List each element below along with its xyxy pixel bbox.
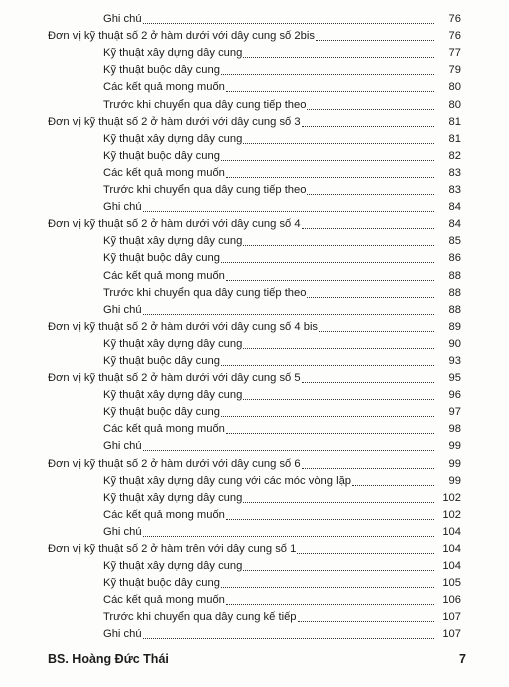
toc-entry-page-number: 76	[448, 30, 461, 43]
toc-subsection-entry	[0, 248, 509, 265]
toc-entry-title: Kỹ thuật xây dựng dây cung	[103, 132, 243, 145]
toc-entry-title: Kỹ thuật xây dựng dây cung	[103, 491, 243, 504]
toc-subsection-entry	[0, 60, 509, 77]
dot-leader	[302, 381, 434, 383]
toc-subsection-entry	[0, 505, 509, 522]
toc-entry-title: Các kết quả mong muốn	[103, 594, 225, 607]
dot-leader	[221, 261, 434, 263]
toc-subsection-entry	[0, 197, 509, 214]
toc-subsection-entry	[0, 94, 509, 111]
toc-section-entry	[0, 112, 509, 129]
toc-entry-title: Kỹ thuật xây dựng dây cung	[103, 235, 243, 248]
toc-entry-title: Kỹ thuật xây dựng dây cung	[103, 337, 243, 350]
dot-leader	[307, 193, 434, 195]
dot-leader	[143, 210, 434, 212]
toc-entry-page-number: 84	[448, 218, 461, 231]
dot-leader	[307, 296, 434, 298]
toc-subsection-entry	[0, 231, 509, 248]
toc-entry-page-number: 77	[448, 47, 461, 60]
toc-entry-page-number: 88	[448, 303, 461, 316]
toc-entry-title: Ghi chú	[103, 525, 142, 538]
toc-entry-title: Kỹ thuật buộc dây cung	[103, 252, 220, 265]
toc-entry-title: Trước khi chuyển qua dây cung kế tiếp	[103, 611, 297, 624]
toc-entry-page-number: 98	[448, 423, 461, 436]
toc-subsection-entry	[0, 590, 509, 607]
toc-entry-page-number: 83	[448, 166, 461, 179]
toc-entry-page-number: 83	[448, 184, 461, 197]
toc-entry-page-number: 88	[448, 286, 461, 299]
dot-leader	[226, 279, 434, 281]
toc-entry-page-number: 99	[448, 474, 461, 487]
toc-subsection-entry	[0, 163, 509, 180]
dot-leader	[297, 552, 434, 554]
toc-subsection-entry	[0, 624, 509, 641]
toc-entry-page-number: 81	[448, 132, 461, 145]
toc-entry-title: Đơn vị kỹ thuật số 2 ở hàm dưới với dây cung số 2bis	[48, 30, 315, 43]
dot-leader	[143, 449, 434, 451]
dot-leader	[298, 620, 434, 622]
footer-page-number: 7	[459, 652, 466, 666]
dot-leader	[243, 244, 434, 246]
toc-subsection-entry	[0, 419, 509, 436]
dot-leader	[143, 535, 434, 537]
toc-section-entry	[0, 26, 509, 43]
toc-subsection-entry	[0, 129, 509, 146]
toc-entry-page-number: 107	[442, 611, 461, 624]
toc-entry-title: Ghi chú	[103, 628, 142, 641]
toc-subsection-entry	[0, 351, 509, 368]
toc-entry-page-number: 97	[448, 406, 461, 419]
toc-entry-page-number: 84	[448, 201, 461, 214]
toc-entry-page-number: 81	[448, 115, 461, 128]
toc-entry-title: Ghi chú	[103, 201, 142, 214]
toc-subsection-entry	[0, 402, 509, 419]
toc-entry-page-number: 104	[442, 525, 461, 538]
toc-entry-title: Kỹ thuật buộc dây cung	[103, 354, 220, 367]
toc-subsection-entry	[0, 385, 509, 402]
dot-leader	[221, 586, 434, 588]
dot-leader	[302, 227, 434, 229]
toc-subsection-entry	[0, 573, 509, 590]
page-footer	[0, 648, 509, 672]
toc-entry-page-number: 82	[448, 149, 461, 162]
toc-entry-page-number: 99	[448, 440, 461, 453]
dot-leader	[243, 347, 434, 349]
toc-subsection-entry	[0, 300, 509, 317]
toc-entry-title: Đơn vị kỹ thuật số 2 ở hàm dưới với dây cung số 6	[48, 457, 301, 470]
dot-leader	[243, 501, 434, 503]
toc-entry-title: Kỹ thuật buộc dây cung	[103, 64, 220, 77]
toc-entry-title: Các kết quả mong muốn	[103, 508, 225, 521]
toc-entry-page-number: 106	[442, 594, 461, 607]
toc-entry-page-number: 104	[442, 560, 461, 573]
toc-section-entry	[0, 214, 509, 231]
footer-author: BS. Hoàng Đức Thái	[48, 652, 169, 666]
dot-leader	[143, 22, 434, 24]
dot-leader	[243, 56, 434, 58]
dot-leader	[243, 142, 434, 144]
toc-entry-page-number: 89	[448, 320, 461, 333]
toc-entry-title: Đơn vị kỹ thuật số 2 ở hàm dưới với dây cung số 3	[48, 115, 301, 128]
table-of-contents	[0, 9, 509, 641]
dot-leader	[243, 569, 434, 571]
dot-leader	[221, 73, 434, 75]
toc-entry-title: Ghi chú	[103, 440, 142, 453]
toc-entry-page-number: 93	[448, 354, 461, 367]
toc-entry-page-number: 96	[448, 389, 461, 402]
toc-entry-title: Trước khi chuyển qua dây cung tiếp theo	[103, 286, 307, 299]
toc-entry-page-number: 86	[448, 252, 461, 265]
toc-entry-title: Các kết quả mong muốn	[103, 423, 225, 436]
dot-leader	[243, 398, 434, 400]
dot-leader	[302, 125, 434, 127]
toc-entry-page-number: 104	[442, 543, 461, 555]
toc-subsection-entry	[0, 43, 509, 60]
toc-entry-title: Kỹ thuật xây dựng dây cung với các móc vòng lặp	[103, 474, 352, 487]
toc-entry-title: Đơn vị kỹ thuật số 2 ở hàm dưới với dây cung số 4 bis	[48, 320, 319, 333]
toc-entry-title: Kỹ thuật xây dựng dây cung	[103, 389, 243, 402]
toc-entry-title: Đơn vị kỹ thuật số 2 ở hàm trên với dây cung số 1	[48, 543, 297, 555]
toc-entry-title: Kỹ thuật buộc dây cung	[103, 577, 220, 590]
toc-entry-page-number: 102	[442, 508, 461, 521]
toc-entry-page-number: 88	[448, 269, 461, 282]
dot-leader	[221, 364, 434, 366]
dot-leader	[221, 415, 434, 417]
toc-entry-title: Đơn vị kỹ thuật số 2 ở hàm dưới với dây cung số 5	[48, 372, 301, 385]
toc-entry-title: Kỹ thuật buộc dây cung	[103, 406, 220, 419]
toc-section-entry	[0, 453, 509, 470]
toc-subsection-entry	[0, 607, 509, 624]
toc-subsection-entry	[0, 283, 509, 300]
toc-subsection-entry	[0, 556, 509, 573]
toc-entry-page-number: 95	[448, 372, 461, 385]
toc-subsection-entry	[0, 77, 509, 94]
toc-entry-page-number: 102	[442, 491, 461, 504]
toc-section-entry	[0, 368, 509, 385]
toc-entry-title: Kỹ thuật xây dựng dây cung	[103, 560, 243, 573]
toc-entry-page-number: 105	[442, 577, 461, 590]
dot-leader	[302, 467, 434, 469]
toc-entry-page-number: 79	[448, 64, 461, 77]
dot-leader	[226, 603, 434, 605]
toc-subsection-entry	[0, 146, 509, 163]
toc-subsection-entry	[0, 334, 509, 351]
toc-entry-title: Ghi chú	[103, 13, 142, 26]
toc-subsection-entry	[0, 522, 509, 539]
toc-entry-title: Các kết quả mong muốn	[103, 269, 225, 282]
toc-subsection-entry	[0, 471, 509, 488]
dot-leader	[316, 39, 434, 41]
toc-entry-title: Kỹ thuật xây dựng dây cung	[103, 47, 243, 60]
toc-entry-title: Các kết quả mong muốn	[103, 81, 225, 94]
toc-subsection-entry	[0, 180, 509, 197]
toc-entry-title: Đơn vị kỹ thuật số 2 ở hàm dưới với dây cung số 4	[48, 218, 301, 231]
toc-section-entry	[0, 539, 509, 556]
dot-leader	[226, 432, 434, 434]
dot-leader	[221, 159, 434, 161]
dot-leader	[307, 108, 434, 110]
toc-entry-page-number: 85	[448, 235, 461, 248]
toc-entry-title: Trước khi chuyển qua dây cung tiếp theo	[103, 184, 307, 197]
toc-subsection-entry	[0, 436, 509, 453]
toc-entry-page-number: 107	[442, 628, 461, 641]
toc-subsection-entry	[0, 265, 509, 282]
toc-subsection-entry	[0, 9, 509, 26]
dot-leader	[226, 90, 434, 92]
dot-leader	[143, 637, 434, 639]
toc-entry-page-number: 80	[448, 98, 461, 111]
toc-entry-page-number: 80	[448, 81, 461, 94]
toc-entry-title: Ghi chú	[103, 303, 142, 316]
toc-entry-title: Trước khi chuyển qua dây cung tiếp theo	[103, 98, 307, 111]
dot-leader	[143, 313, 434, 315]
toc-section-entry	[0, 317, 509, 334]
dot-leader	[226, 518, 434, 520]
dot-leader	[352, 484, 434, 486]
toc-entry-page-number: 90	[448, 337, 461, 350]
toc-entry-title: Các kết quả mong muốn	[103, 166, 225, 179]
dot-leader	[226, 176, 434, 178]
toc-subsection-entry	[0, 488, 509, 505]
toc-entry-page-number: 76	[448, 13, 461, 26]
dot-leader	[319, 330, 434, 332]
toc-entry-title: Kỹ thuật buộc dây cung	[103, 149, 220, 162]
toc-entry-page-number: 99	[448, 457, 461, 470]
